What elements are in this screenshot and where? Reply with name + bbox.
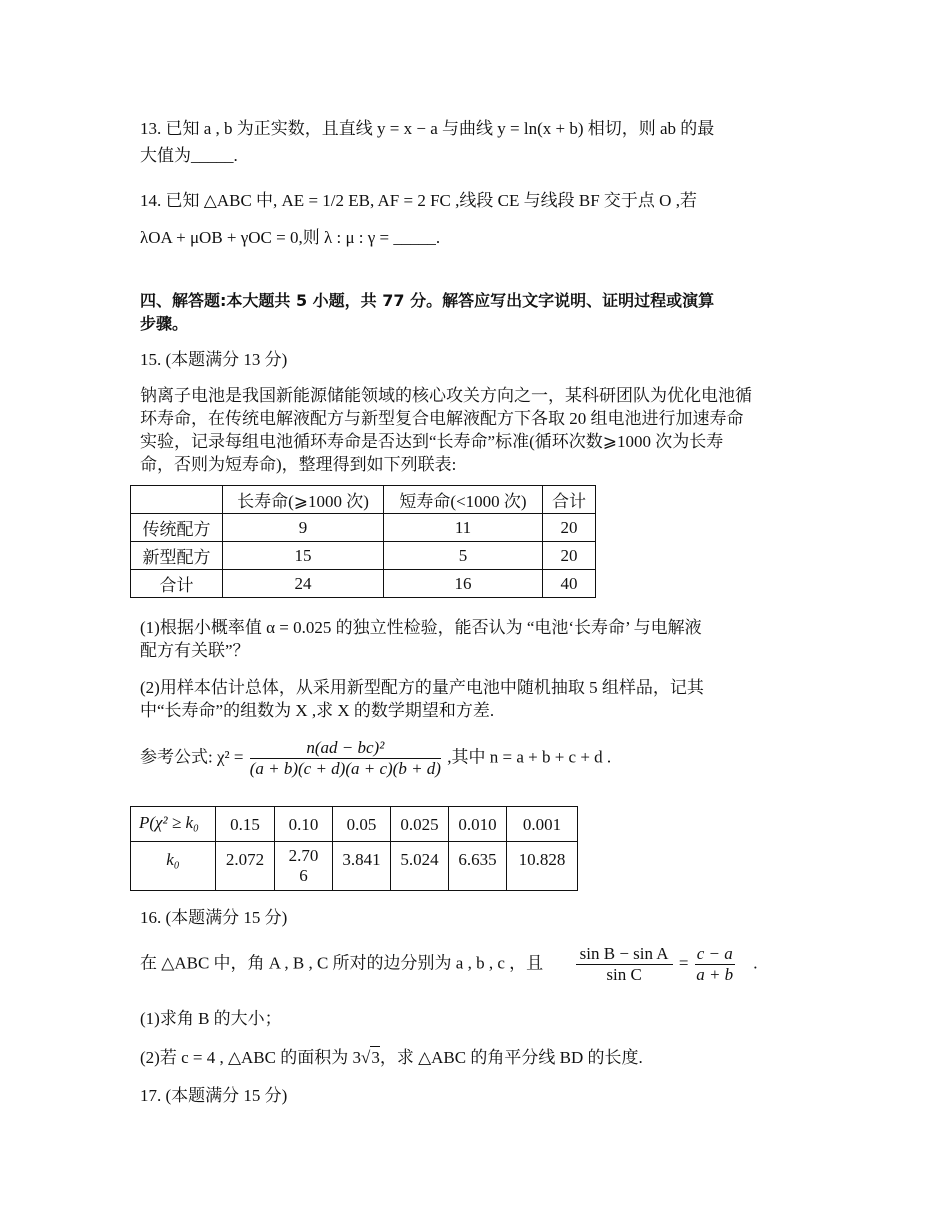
- q15-sub1-line1: (1)根据小概率值 α = 0.025 的独立性检验，能否认为 “电池‘长寿命’ 与电解液: [140, 618, 702, 637]
- table-cell: k₀: [131, 842, 216, 891]
- q16-sub2: (2)若 c = 4 , △ABC 的面积为 3√3，求 △ABC 的角平分线 BD 的长度.: [140, 1048, 643, 1067]
- q15-paragraph-line3: 实验，记录每组电池循环寿命是否达到“长寿命”标准(循环次数⩾1000 次为长寿: [140, 432, 724, 451]
- q16-stem-text: 在 △ABC 中，角 A , B , C 所对的边分别为 a , b , c ，且: [140, 953, 544, 973]
- sine-fraction-numerator: sin B − sin A: [576, 944, 673, 965]
- q15-paragraph-line1: 钠离子电池是我国新能源储能领域的核心攻关方向之一，某科研团队为优化电池循: [140, 386, 752, 405]
- table-cell: 24: [223, 570, 384, 598]
- q16-stem-period: .: [753, 953, 758, 973]
- table-cell: 0.001: [507, 807, 578, 842]
- table-cell: 16: [384, 570, 543, 598]
- q16-header: 16. (本题满分 15 分): [140, 908, 288, 927]
- formula-denominator: (a + b)(c + d)(a + c)(b + d): [249, 759, 441, 778]
- table-row: [131, 514, 596, 542]
- table-cell: 传统配方: [131, 514, 223, 542]
- section4-heading-line1: 四、解答题:本大题共 5 小题，共 77 分。解答应写出文字说明、证明过程或演算: [140, 291, 715, 310]
- table-cell: 长寿命(⩾1000 次): [223, 486, 384, 514]
- table-cell: 11: [384, 514, 543, 542]
- table-cell: 2.072: [216, 842, 275, 891]
- table-row: [131, 842, 578, 891]
- chi-square-fraction: [250, 738, 441, 779]
- table-cell: 20: [543, 514, 596, 542]
- q16-sub2-text: (2)若 c = 4 , △ABC 的面积为 3: [140, 1048, 361, 1067]
- table-cell: 0.10: [275, 807, 333, 842]
- q14-line1: 14. 已知 △ABC 中, AE = 1/2 EB, AF = 2 FC ,线段 CE 与线段 BF 交于点 O ,若: [140, 191, 697, 210]
- table-cell: 15: [223, 542, 384, 570]
- sqrt-radicand: 3: [371, 1048, 380, 1067]
- table-header-row: [131, 486, 596, 514]
- table-cell: 5.024: [391, 842, 449, 891]
- sine-fraction-denominator: sin C: [606, 965, 642, 984]
- q15-paragraph-line2: 环寿命，在传统电解液配方与新型复合电解液配方下各取 20 组电池进行加速寿命: [140, 409, 744, 428]
- critical-value-table: [130, 806, 578, 891]
- table-cell: 0.010: [449, 807, 507, 842]
- table-cell: 5: [384, 542, 543, 570]
- table-cell: 合计: [543, 486, 596, 514]
- q15-sub2-line1: (2)用样本估计总体，从采用新型配方的量产电池中随机抽取 5 组样品，记其: [140, 678, 704, 697]
- table-cell: 0.15: [216, 807, 275, 842]
- q16-stem: 在 △ABC 中，角 A , B , C 所对的边分别为 a , b , c ，且 $\frac{\text{sin B − sin A}}{\text{sin C}}$ = $\frac{c - a}{a + b}$ .: [140, 944, 758, 984]
- table-cell: 6.635: [449, 842, 507, 891]
- q15-paragraph-line4: 命，否则为短寿命)，整理得到如下列联表:: [140, 455, 457, 474]
- table-cell: 10.828: [507, 842, 578, 891]
- section4-heading-line2: 步骤。: [140, 314, 189, 333]
- sine-fraction: [576, 944, 673, 985]
- table-cell: P(χ² ≥ k₀: [131, 807, 216, 842]
- table-row: [131, 807, 578, 842]
- table-cell: [131, 486, 223, 514]
- table-cell: 2.70 6: [275, 842, 333, 891]
- formula-tail: ,其中 n = a + b + c + d .: [447, 747, 612, 767]
- q15-sub2-line2: 中“长寿命”的组数为 X ,求 X 的数学期望和方差.: [140, 701, 495, 720]
- table-cell: 新型配方: [131, 542, 223, 570]
- q15-header: 15. (本题满分 13 分): [140, 350, 288, 369]
- table-cell: 0.025: [391, 807, 449, 842]
- formula-numerator: n(ad − bc)²: [250, 738, 441, 759]
- table-cell: 20: [543, 542, 596, 570]
- table-row: [131, 570, 596, 598]
- side-fraction-numerator: c − a: [696, 944, 733, 963]
- table-cell: 40: [543, 570, 596, 598]
- table-cell: 0.05: [333, 807, 391, 842]
- q17-header: 17. (本题满分 15 分): [140, 1086, 288, 1105]
- q14-line2: λOA + μOB + γOC = 0,则 λ : μ : γ = _____.: [140, 228, 441, 247]
- formula-label: 参考公式: χ² =: [140, 747, 244, 767]
- side-fraction-denominator: a + b: [696, 965, 734, 984]
- table-cell: 短寿命(<1000 次): [384, 486, 543, 514]
- q13-line2: 大值为_____.: [140, 146, 238, 165]
- table-cell: 合计: [131, 570, 223, 598]
- q15-sub1-line2: 配方有关联”？: [140, 641, 250, 660]
- side-fraction: [695, 944, 735, 985]
- q16-sub1: (1)求角 B 的大小；: [140, 1009, 282, 1028]
- table-cell: 3.841: [333, 842, 391, 891]
- q16-sub2-tail: ，求 △ABC 的角平分线 BD 的长度.: [379, 1048, 643, 1067]
- table-row: [131, 542, 596, 570]
- table-cell: 9: [223, 514, 384, 542]
- q13-line1: 13. 已知 a , b 为正实数，且直线 y = x − a 与曲线 y = ln(x + b) 相切，则 ab 的最: [140, 119, 715, 138]
- formula-line: [140, 738, 611, 779]
- contingency-table: [130, 485, 596, 598]
